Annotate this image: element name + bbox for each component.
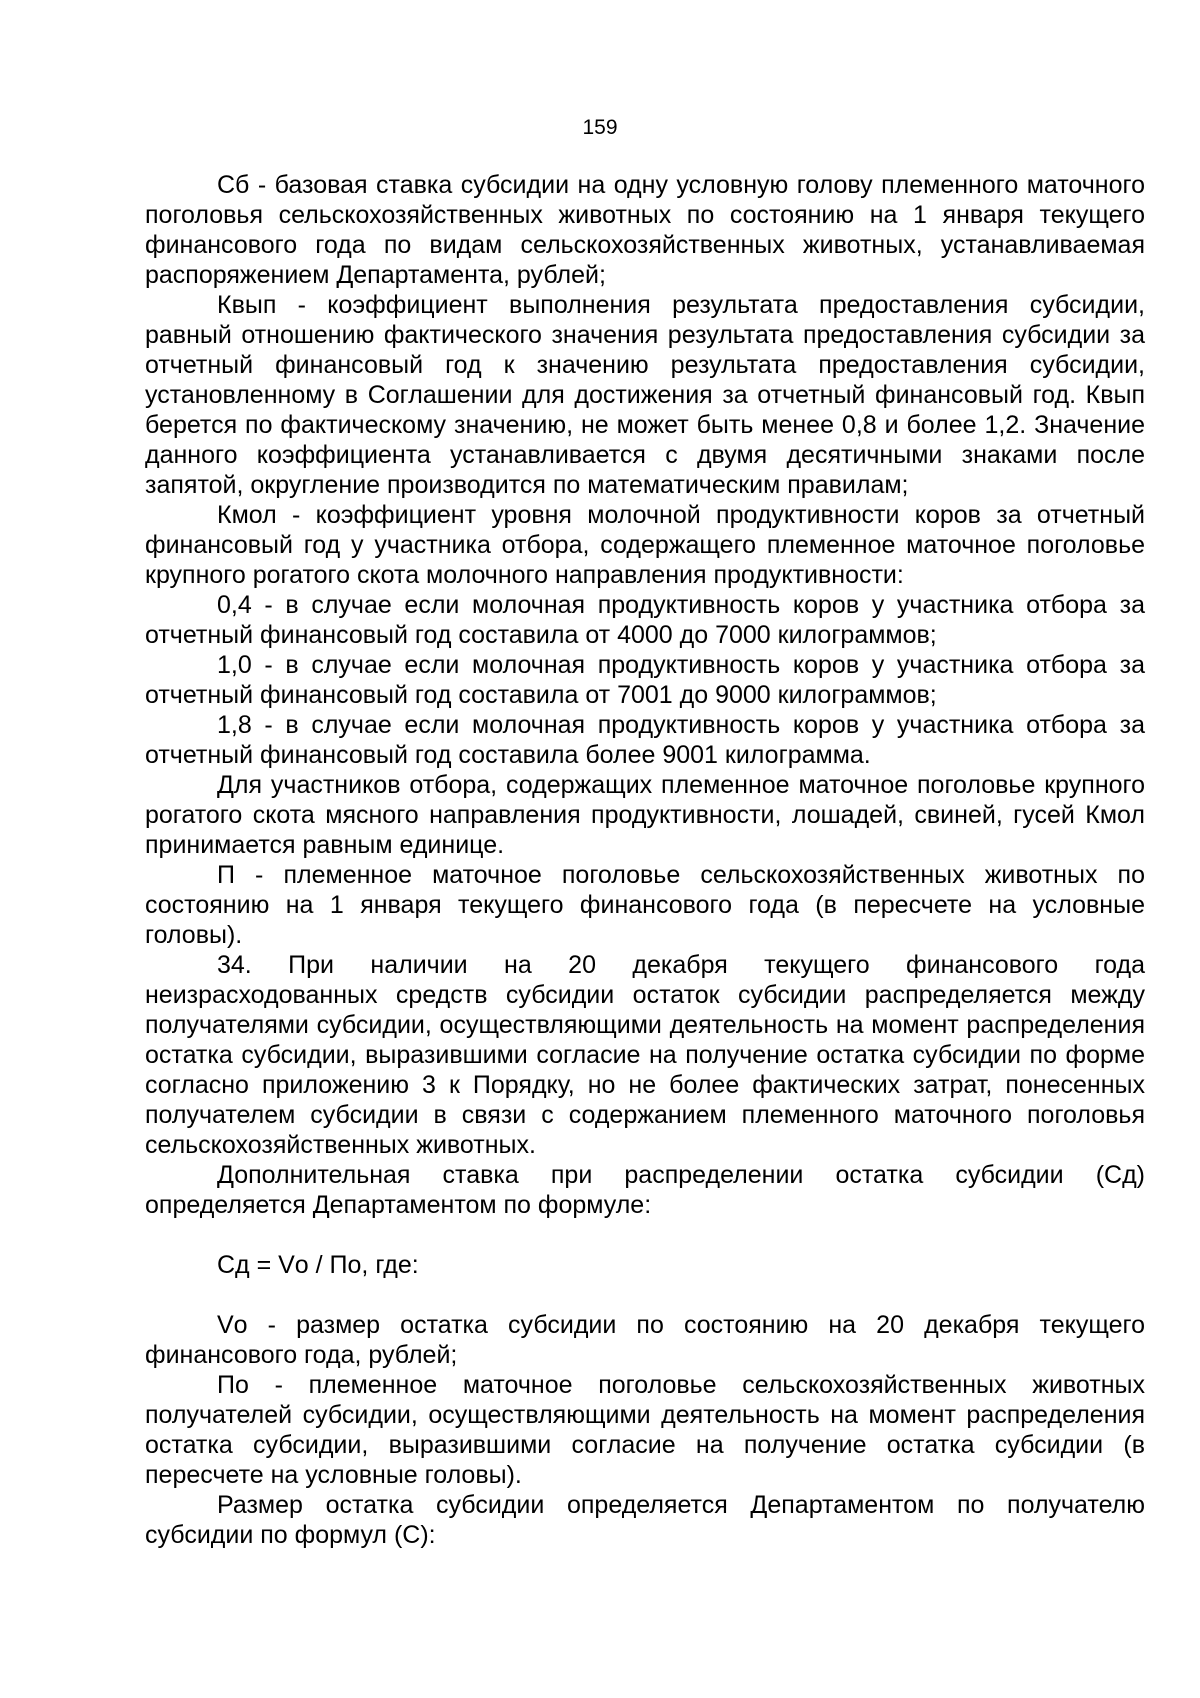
paragraph-p-definition: П - племенное маточное поголовье сельскохозяйственных животных по состоянию на 1 января текущего финансового года (в пересчете на условные головы). bbox=[145, 861, 1145, 949]
formula-sd: Сд = Vо / По, где: bbox=[217, 1251, 419, 1279]
paragraph-kmol-meat: Для участников отбора, содержащих племенное маточное поголовье крупного рогатого скота мясного направления продуктивности, лошадей, свиней, гусей Кмол принимается равным единице. bbox=[145, 771, 1145, 859]
paragraph-vo-definition: Vо - размер остатка субсидии по состоянию на 20 декабря текущего финансового года, рублей; bbox=[145, 1311, 1145, 1369]
page-number: 159 bbox=[582, 116, 618, 139]
paragraph-additional-rate: Дополнительная ставка при распределении остатка субсидии (Сд) определяется Департаментом по формуле: bbox=[145, 1161, 1145, 1219]
paragraph-kvyp-definition: Квып - коэффициент выполнения результата предоставления субсидии, равный отношению фактического значения результата предоставления субсидии за отчетный финансовый год к значению результата предоставления субсидии, установленному в Соглашении для достижения за отчетный финансовый год. Квып берется по фактическому значению, не может быть менее 0,8 и более 1,2. Значение данного коэффициента устанавливается с двумя десятичными знаками после запятой, округление производится по математическим правилам; bbox=[145, 291, 1145, 499]
paragraph-sb-definition: Сб - базовая ставка субсидии на одну условную голову племенного маточного поголовья сельскохозяйственных животных по состоянию на 1 января текущего финансового года по видам сельскохозяйственных животных, устанавливаемая распоряжением Департамента, рублей; bbox=[145, 171, 1145, 289]
paragraph-remainder-size: Размер остатка субсидии определяется Департаментом по получателю субсидии по формул (С): bbox=[145, 1491, 1145, 1549]
document-body bbox=[145, 170, 1145, 1550]
paragraph-kmol-1-0: 1,0 - в случае если молочная продуктивность коров у участника отбора за отчетный финансовый год составила от 7001 до 9000 килограммов; bbox=[145, 651, 1145, 709]
paragraph-po-definition: По - племенное маточное поголовье сельскохозяйственных животных получателей субсидии, осуществляющими деятельность на момент распределения остатка субсидии, выразившими согласие на получение остатка субсидии (в пересчете на условные головы). bbox=[145, 1371, 1145, 1489]
paragraph-item-34: 34. При наличии на 20 декабря текущего финансового года неизрасходованных средств субсидии остаток субсидии распределяется между получателями субсидии, осуществляющими деятельность на момент распределения остатка субсидии, выразившими согласие на получение остатка субсидии по форме согласно приложению 3 к Порядку, но не более фактических затрат, понесенных получателем субсидии в связи с содержанием племенного маточного поголовья сельскохозяйственных животных. bbox=[145, 951, 1145, 1159]
paragraph-kmol-0-4: 0,4 - в случае если молочная продуктивность коров у участника отбора за отчетный финансовый год составила от 4000 до 7000 килограммов; bbox=[145, 591, 1145, 649]
paragraph-kmol-1-8: 1,8 - в случае если молочная продуктивность коров у участника отбора за отчетный финансовый год составила более 9001 килограмма. bbox=[145, 711, 1145, 769]
paragraph-kmol-definition: Кмол - коэффициент уровня молочной продуктивности коров за отчетный финансовый год у участника отбора, содержащего племенное маточное поголовье крупного рогатого скота молочного направления продуктивности: bbox=[145, 501, 1145, 589]
